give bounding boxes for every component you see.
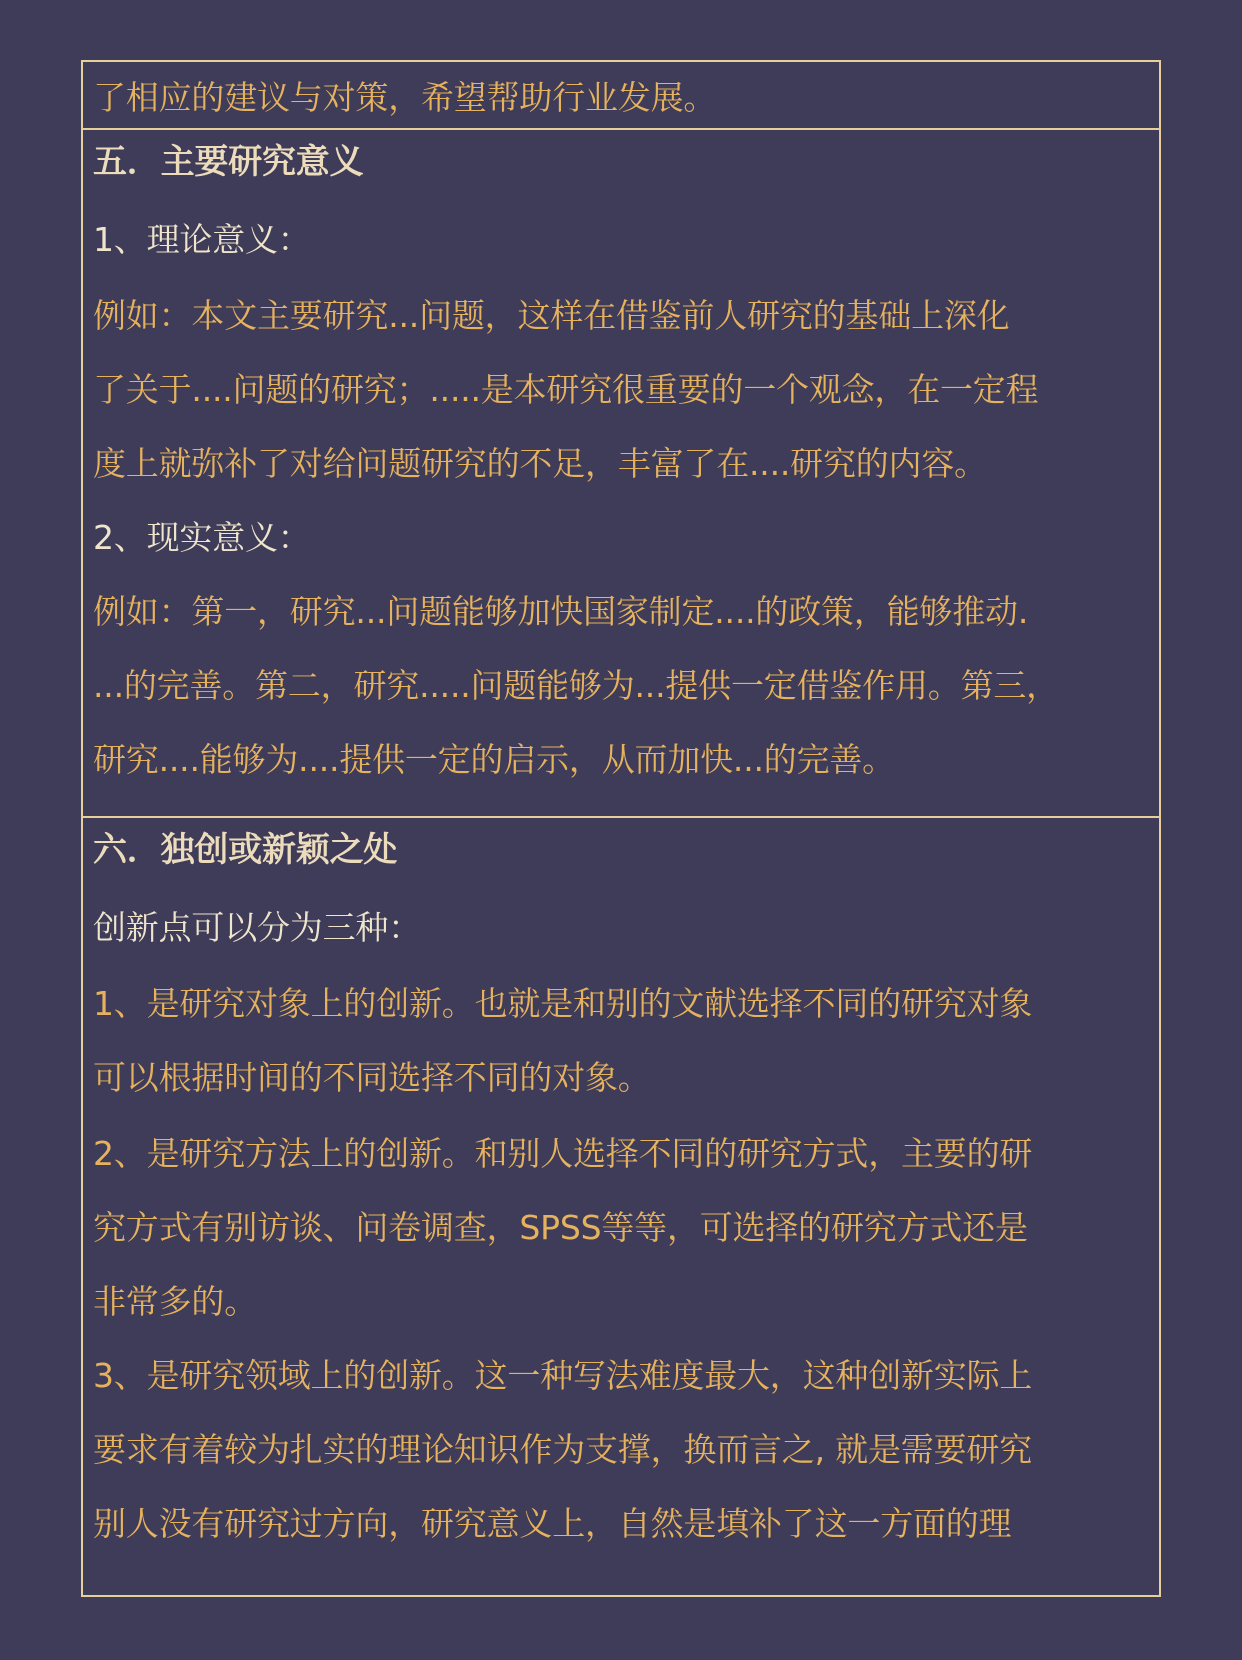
point1-line-1: 1、是研究对象上的创新。也就是和别的文献选择不同的研究对象 xyxy=(93,984,1033,1023)
divider-1 xyxy=(83,128,1159,130)
practice-line-3: 研究....能够为....提供一定的启示，从而加快...的完善。 xyxy=(93,740,895,779)
point3-line-2: 要求有着较为扎实的理论知识作为支撑，换而言之, 就是需要研究 xyxy=(93,1430,1032,1469)
theory-line-1: 例如：本文主要研究...问题，这样在借鉴前人研究的基础上深化 xyxy=(93,296,1010,335)
theory-line-2: 了关于....问题的研究；.....是本研究很重要的一个观念，在一定程 xyxy=(93,370,1039,409)
point2-line-3: 非常多的。 xyxy=(93,1282,258,1321)
theory-line-3: 度上就弥补了对给问题研究的不足，丰富了在....研究的内容。 xyxy=(93,444,987,483)
point2-line-2: 究方式有别访谈、问卷调查，SPSS等等，可选择的研究方式还是 xyxy=(93,1208,1028,1247)
point3-line-3: 别人没有研究过方向，研究意义上，自然是填补了这一方面的理 xyxy=(93,1504,1012,1543)
theory-label: 1、理论意义： xyxy=(93,220,311,259)
point1-line-2: 可以根据时间的不同选择不同的对象。 xyxy=(93,1058,651,1097)
practice-label: 2、现实意义： xyxy=(93,518,311,557)
practice-line-2: ...的完善。第二，研究.....问题能够为...提供一定借鉴作用。第三， xyxy=(93,666,1059,705)
innovation-title: 六．独创或新颖之处 xyxy=(93,830,398,870)
divider-2 xyxy=(83,816,1159,818)
intro-text: 了相应的建议与对策，希望帮助行业发展。 xyxy=(93,78,717,117)
practice-line-1: 例如：第一，研究...问题能够加快国家制定....的政策，能够推动. xyxy=(93,592,1029,631)
point2-line-1: 2、是研究方法上的创新。和别人选择不同的研究方式，主要的研 xyxy=(93,1134,1033,1173)
point3-line-1: 3、是研究领域上的创新。这一种写法难度最大，这种创新实际上 xyxy=(93,1356,1033,1395)
significance-title: 五．主要研究意义 xyxy=(93,142,364,182)
document-frame xyxy=(81,60,1161,1597)
innovation-intro: 创新点可以分为三种： xyxy=(93,908,422,947)
